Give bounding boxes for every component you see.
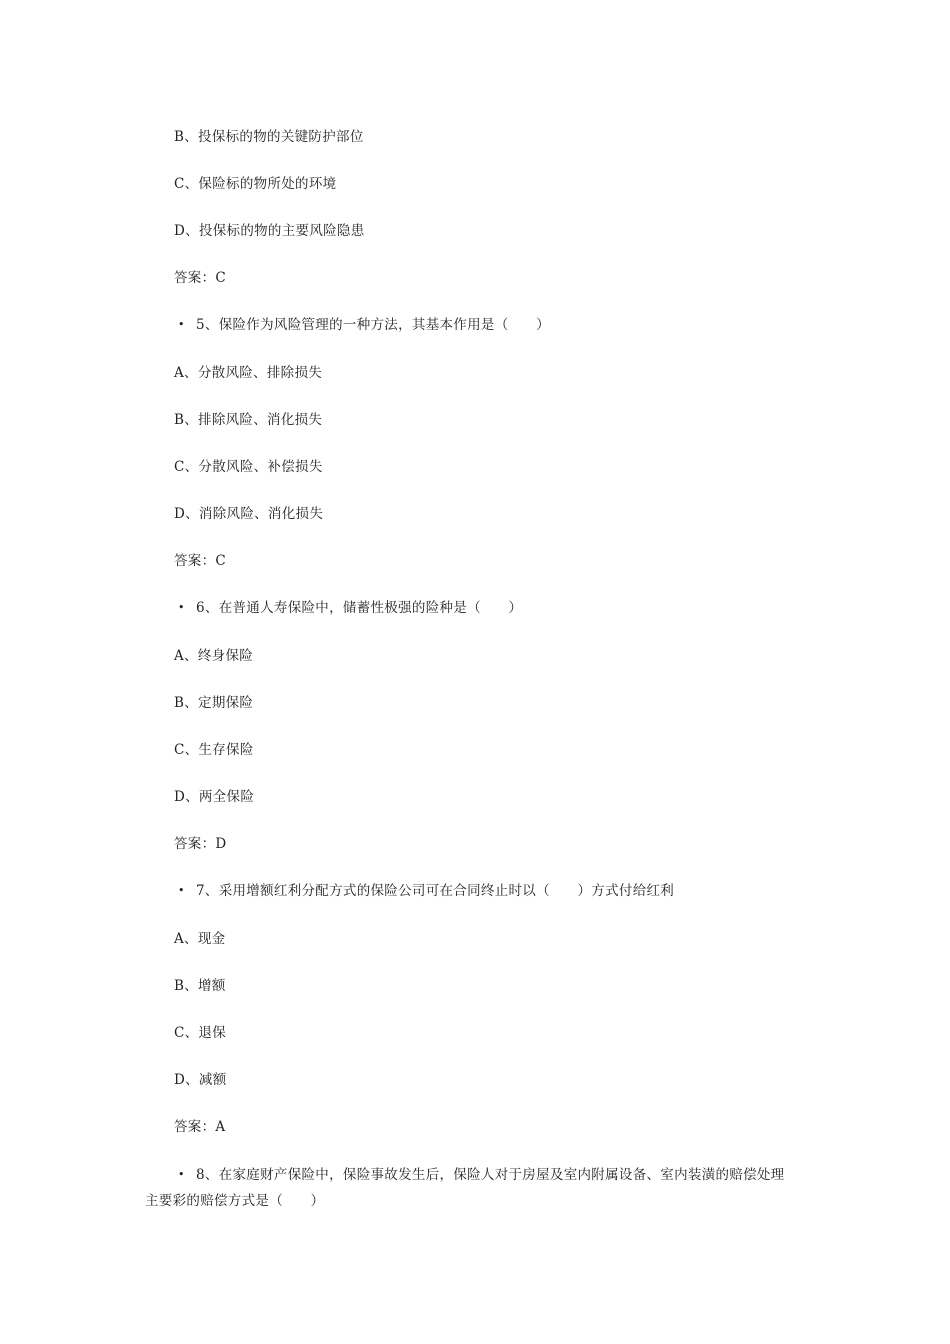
answer-q5: 答案：C [174,553,227,569]
option-d-q7: D、减额 [174,1072,227,1088]
question-7 [178,882,674,900]
option-c-q4: C、保险标的物所处的环境 [174,176,337,192]
question-5-text: 5、保险作为风险管理的一种方法，其基本作用是（ ） [196,317,550,333]
option-a-q6: A、终身保险 [174,648,254,664]
option-b-q6: B、定期保险 [174,695,254,711]
answer-q7: 答案：A [174,1119,226,1135]
option-a-q7: A、现金 [174,931,226,947]
option-d-q6: D、两全保险 [174,789,255,805]
bullet-icon: • [178,318,185,331]
option-d-q5: D、消除风险、消化损失 [174,506,324,522]
option-a-q5: A、分散风险、排除损失 [174,365,323,381]
bullet-icon: • [178,884,185,897]
question-6-text: 6、在普通人寿保险中，储蓄性极强的险种是（ ） [196,600,523,616]
option-b-q4: B、投保标的物的关键防护部位 [174,129,364,145]
question-6 [178,599,522,617]
bullet-icon: • [178,1168,185,1181]
question-5 [178,316,550,334]
option-c-q5: C、分散风险、补偿损失 [174,459,323,475]
question-7-text: 7、采用增额红利分配方式的保险公司可在合同终止时以（ ）方式付给红利 [196,883,675,899]
option-d-q4: D、投保标的物的主要风险隐患 [174,223,365,239]
option-b-q5: B、排除风险、消化损失 [174,412,323,428]
question-8-text: 8、在家庭财产保险中，保险事故发生后，保险人对于房屋及室内附属设备、室内装潢的赔偿处理 [196,1167,785,1183]
option-c-q7: C、退保 [174,1025,227,1041]
question-8-continuation: 主要彩的赔偿方式是（ ） [145,1193,325,1209]
bullet-icon: • [178,601,185,614]
answer-q4: 答案：C [174,270,227,286]
question-8 [178,1166,785,1184]
option-c-q6: C、生存保险 [174,742,254,758]
option-b-q7: B、增额 [174,978,226,994]
answer-q6: 答案：D [174,836,227,852]
